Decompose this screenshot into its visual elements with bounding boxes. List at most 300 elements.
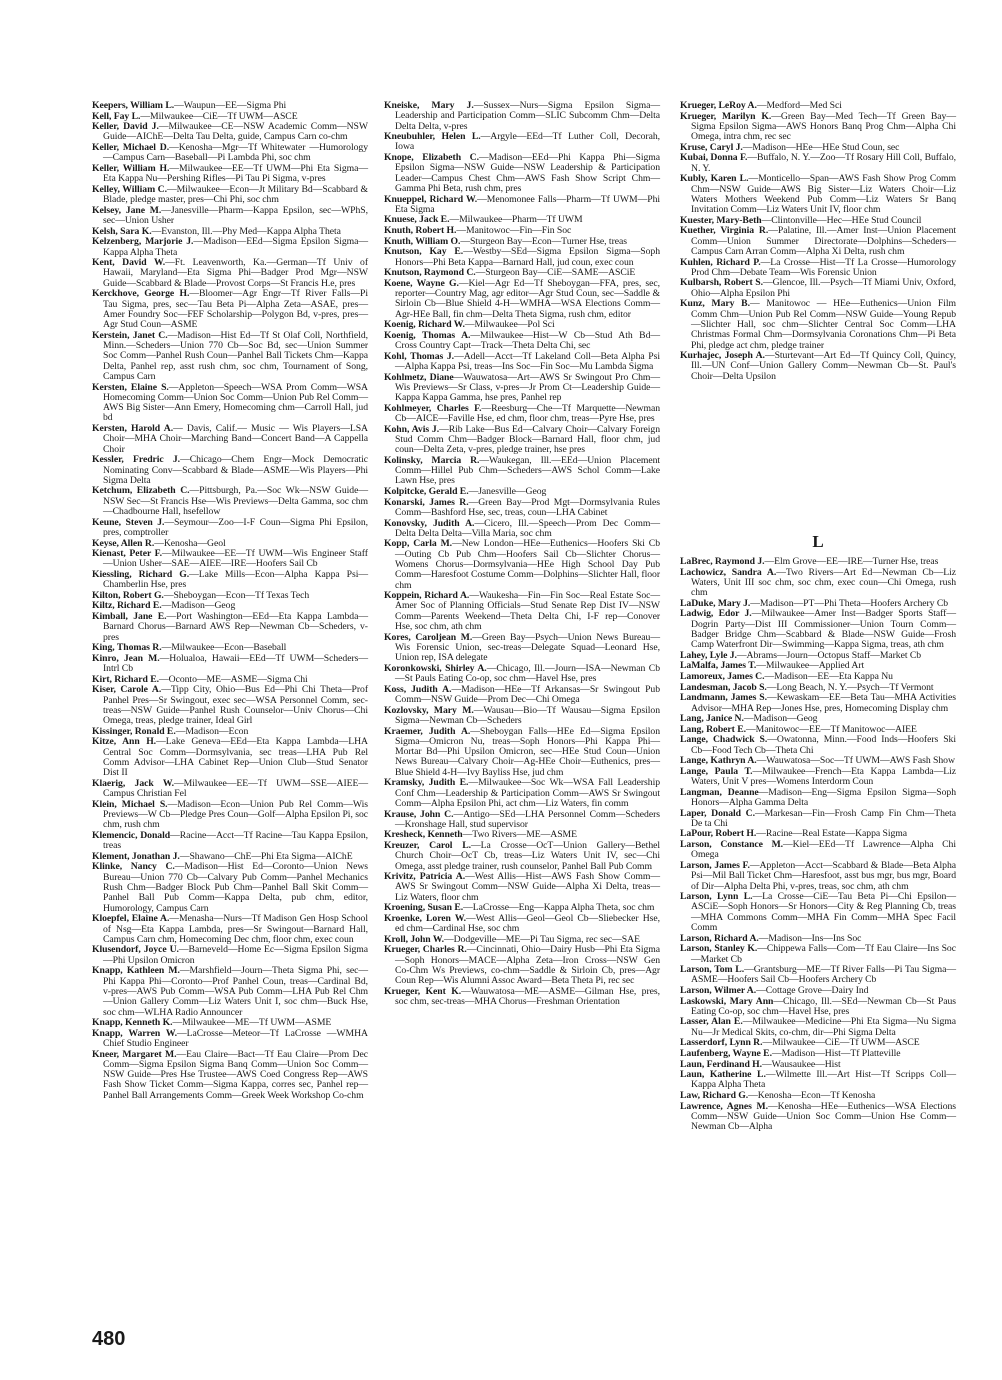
entry-details: —Kenosha—Mgr—Tf Whitewater —Humorology—Campus Carn—Baseball—Pi Lambda Phi, soc chm [103, 142, 368, 164]
directory-entry [92, 779, 368, 800]
entry-name: Kurhajec, Joseph A. [680, 350, 765, 362]
entry-name: Krueger, Marilyn K. [680, 110, 772, 122]
entry-name: Kuether, Virginia R. [680, 225, 769, 237]
entry-name: Lang, Robert E. [680, 723, 746, 735]
entry-name: Kuhlen, Richard P. [680, 256, 761, 268]
entry-name: Kilton, Robert G. [92, 589, 164, 601]
directory-entry [92, 237, 368, 258]
column-left [92, 101, 368, 1101]
entry-name: Kubai, Donna F. [680, 152, 748, 164]
entry-name: Larson, Richard A. [680, 932, 759, 944]
entry-name: Kolpitcke, Gerald E. [384, 486, 469, 498]
entry-details: —Madison—Geog [161, 600, 236, 612]
entry-name: Knuese, Jack E. [384, 214, 450, 226]
entry-details: —Port Washington—EEd—Eta Kappa Lambda—Barnard Chorus—Barnard AWS Rep—Newman Cb—Scheders, v-pres [103, 611, 368, 643]
entry-name: Kitze, Ann H. [92, 736, 157, 748]
entry-name: Knuth, William O. [384, 235, 461, 247]
entry-details: —Milwaukee—Amer Inst—Badger Sports Staff—Dogrin Party—Dist III Commissioner—Union Tourn Comm—Badger Bridge Chm—Scabbard & Blade—NSW Guide—Frosh Camp Waterfront Dir—Swimming—Kappa Sigma, treas, ath chm [691, 608, 956, 651]
entry-details: —Wausau—Bio—Tf Wausau—Sigma Epsilon Sigma—Newman Cb—Scheders [395, 704, 660, 726]
directory-entry [92, 289, 368, 330]
entry-name: Lawrence, Agnes M. [680, 1100, 768, 1112]
entry-name: Krivitz, Patricia A. [384, 871, 466, 883]
entry-details: —Wauwatosa—Art—AWS Sr Swingout Pro Chm—Wis Previews—Sr Class, v-pres—Jr Prom Ct—Leadership Guide—Kappa Kappa Gamma, hse pres, Panhel rep [395, 371, 660, 404]
entry-name: Kubly, Karen L. [680, 173, 749, 185]
directory-entry [680, 299, 956, 350]
entry-name: Laun, Katherine L. [680, 1069, 766, 1081]
entry-name: Knuth, Robert H. [384, 225, 457, 237]
entry-details: —Janesville—Geog [468, 486, 547, 498]
entry-details: —Milwaukee—Applied Art [756, 660, 865, 672]
entry-details: —Madison—EE—Eta Kappa Nu [764, 671, 893, 683]
directory-entry [384, 872, 660, 903]
directory-entry [680, 944, 956, 965]
directory-entry [680, 735, 956, 756]
entry-details: —Sheboygan Falls—HEe Ed—Sigma Epsilon Sigma—Omicron Nu, treas—Soph Honors—Phi Kappa Phi—Mortar Bd—Phi Upsilon Omicron, sec—HEe Stud Coun—Union News Bureau—Calvary Choir—Ag-HEe Choir—Euthenics, pres—Blue Shield 4-H—Ivy Bayliss Hse, jud chm [395, 725, 660, 778]
entry-name: Krueger, Kent K. [384, 985, 462, 997]
entry-details: —Chippewa Falls—Com—Tf Eau Claire—Ins Soc—Market Cb [691, 943, 956, 965]
entry-details: —Ft. Leavenworth, Ka.—German—Tf Univ of Hawaii, Maryland—Eta Sigma Phi—Badger Prod Mgr—NSW Guide—Scabbard & Blade—Provost Corps—St Francis H.e, pres [103, 257, 368, 289]
entry-name: Kessler, Fredric J. [92, 454, 181, 466]
entry-name: Kneubuhler, Helen L. [384, 131, 481, 143]
entry-details: —Milwaukee—Econ—Baseball [161, 642, 287, 654]
directory-entry [680, 568, 956, 599]
entry-details: —Milwaukee—EE—Tf UWM—SSE—AIEE—Campus Christian Fel [103, 777, 369, 800]
directory-entry [92, 486, 368, 517]
entry-name: Kulbarsh, Robert S. [680, 277, 763, 289]
directory-entry [92, 455, 368, 486]
entry-details: —Milwaukee—Hist—W Cb—Stud Ath Bd—Cross Country Capt—Track—Theta Delta Chi, sec [395, 329, 661, 352]
directory-entry [92, 1050, 368, 1101]
entry-name: Knope, Elizabeth C. [384, 152, 480, 164]
entry-name: Klusendorf, Joyce U. [92, 944, 179, 956]
entry-details: —Milwaukee—CiE—Tf UWM—ASCE [140, 110, 298, 122]
directory-entry [680, 1017, 956, 1038]
page-number: 480 [92, 1328, 126, 1350]
entry-name: Landmann, James S. [680, 692, 767, 704]
entry-details: —Madison—EEd—Phi Kappa Phi—Sigma Epsilon Sigma—NSW Guide—NSW Leadership & Participation Leader—Campus Chest Chm—AWS Fash Show Script Chm—Gamma Phi Beta, rush chm, pres [395, 152, 661, 194]
entry-name: Lang, Janice N. [680, 713, 744, 725]
directory-entry [680, 809, 956, 830]
entry-details: —Madison—Geog [743, 713, 818, 725]
directory-entry [384, 101, 660, 132]
entry-details: —Owatonna, Minn.—Food Inds—Hoofers Ski Cb—Food Tech Cb—Theta Chi [691, 734, 956, 756]
entry-name: Ketchum, Elizabeth C. [92, 485, 190, 497]
entry-details: —Palatine, Ill.—Amer Inst—Union Placement Comm—Union Summer Directorate—Dolphins—Scheders—Campus Carn Arran Comm—Alpha Xi Delta, rush chm [691, 225, 957, 257]
entry-details: —Sussex—Nurs—Sigma Epsilon Sigma—Leadership and Participation Comm—SLIC Subcomm Chm—Delta Delta Delta, v-pres [395, 100, 660, 132]
entry-details: —Abrams—Journ—Octopus Staff—Market Cb [736, 649, 922, 661]
directory-entry [92, 862, 368, 913]
entry-details: —Menomonee Falls—Pharm—Tf UWM—Phi Eta Sigma [395, 193, 660, 215]
directory-entry [384, 727, 660, 778]
entry-name: Kneer, Margaret M. [92, 1048, 177, 1060]
entry-name: Kiser, Carole A. [92, 684, 162, 696]
directory-entry [680, 351, 956, 382]
entry-details: —Milwaukee—French—Eta Kappa Lambda—Liz Waters, Unit V pres—Womens Interdorm Coun [691, 765, 957, 788]
entry-details: —Appleton—Acct—Scabbard & Blade—Beta Alpha Psi—Mil Ball Ticket Chm—Haresfoot, asst bus mgr, bus mgr, Board of Dir—Alpha Delta Phi, v-pres, treas, soc chm, ath chm [691, 859, 956, 892]
entry-details: — Manitowoc — HEe—Euthenics—Union Film Comm Chm—Union Pub Rel Comm—NSW Guide—Young Repub—Slichter Hall, soc chm—Slichter Central Soc Comm—LHA Christmas Formal Chm—Dormsylvania Coronations Chm—Pi Beta Phi, pledge act chm, pledge trainer [691, 298, 956, 351]
entry-name: Lamoreux, James C. [680, 671, 765, 683]
entry-name: Knutson, Kay E. [384, 246, 464, 258]
directory-entry [92, 1029, 368, 1050]
entry-name: Larson, Wilmer A. [680, 984, 757, 996]
entry-name: Kuester, Mary-Beth [680, 214, 762, 226]
directory-entry [92, 685, 368, 726]
directory-entry [680, 609, 956, 650]
entry-name: Kiltz, Richard E. [92, 600, 162, 612]
entry-details: —Eau Claire—Bact—Tf Eau Claire—Prom Dec Comm—Sigma Epsilon Sigma Banq Comm—Union Soc Comm—NSW Guide—Pres Hse Trustee—AWS Coed Congress Rep—AWS Fash Show Ticket Comm—Sigma Kappa, corres sec, Panhel rep—Panhel Ball Arrangements Comm—Greek Week Workshop Co-chm [103, 1048, 368, 1101]
directory-entry [680, 892, 956, 933]
directory-entry [384, 810, 660, 831]
entry-name: Langman, Deanne [680, 786, 759, 798]
directory-entry [92, 383, 368, 424]
entry-name: Kohn, Avis J. [384, 423, 440, 435]
entry-name: LaBrec, Raymond J. [680, 555, 765, 567]
entry-details: —Milwaukee—CE—NSW Academic Comm—NSW Guide—AIChE—Delta Tau Delta, guide, Campus Carn co-chm [103, 121, 368, 143]
directory-entry [384, 195, 660, 216]
entry-name: Kelsey, Jane M. [92, 204, 162, 216]
entry-details: —Kenosha—HEe—Euthenics—WSA Elections Comm—NSW Guide—Union Soc Comm—Union Hse Comm—Newman Cb—Alpha [691, 1100, 956, 1133]
directory-entry [680, 693, 956, 714]
directory-entry [680, 767, 956, 788]
entry-details: —Milwaukee—Econ—Jt Military Bd—Scabbard & Blade, pledge master, pres—Chi Phi, soc chm [103, 183, 368, 206]
directory-entry [384, 706, 660, 727]
entry-name: Larson, Constance M. [680, 839, 784, 851]
entry-details: —Monticello—Span—AWS Fash Show Prog Comm Chm—NSW Guide—AWS Big Sister—Liz Waters Choir—Liz Waters Mothers Weekend Pub Comm—Liz Waters Sr Banq Invitation Comm—Liz Waters Unit IV, floor chm [691, 173, 956, 216]
directory-entry [92, 549, 368, 570]
entry-details: —La Crosse—CiE—Tau Beta Pi—Chi Epsilon—ASCiE—Soph Honors—Sr Honors—City & Reg Planning Cb, treas—MHA Commons Comm—MHA Fin Comm—MHA Spec Facil Comm [691, 891, 956, 934]
entry-details: —New London—HEe—Euthenics—Hoofers Ski Cb—Outing Cb Pub Chm—Hoofers Sail Cb—Slichter Chorus—Womens Chorus—Dormsylvania—HEe High School Day Pub Comm—Haresfoot Costume Comm—Dolphins—Slichter Hall, floor chm [395, 538, 660, 591]
entry-name: Kohlmetz, Diane [384, 371, 454, 383]
entry-details: —Dodgeville—ME—Pi Tau Sigma, rec sec—SAE [443, 933, 640, 945]
entry-details: —Oconto—ME—ASME—Sigma Chi [159, 673, 308, 685]
entry-name: Koppein, Richard A. [384, 590, 470, 602]
entry-name: LaDuke, Mary J. [680, 597, 751, 609]
entry-name: Koronkowski, Shirley A. [384, 662, 487, 674]
directory-entry [680, 788, 956, 809]
directory-entry [384, 633, 660, 664]
directory-entry [680, 226, 956, 257]
entry-name: Kneiske, Mary J. [384, 100, 474, 111]
entry-name: Keller, William H. [92, 162, 170, 174]
entry-details: —Milwaukee—CiE—Tf UWM—ASCE [762, 1037, 920, 1049]
entry-details: —Holualoa, Hawaii—EEd—Tf UWM—Scheders—Intrl Cb [103, 652, 368, 675]
entry-name: Kozlovsky, Mary M. [384, 704, 474, 716]
entry-details: —Kewaskam—EE—Beta Tau—MHA Activities Advisor—MHA Rep—Jones Hse, pres, Homecoming Display chm [691, 692, 956, 714]
directory-entry [384, 778, 660, 809]
directory-entry [92, 185, 368, 206]
entry-details: —Manitowoc—EE—Tf Manitowoc—AIEE [746, 723, 917, 735]
entry-name: Kersten, Elaine S. [92, 381, 169, 393]
entry-name: Knapp, Warren W. [92, 1027, 178, 1039]
entry-details: — Davis, Calif.— Music — Wis Players—LSA Choir—MHA Choir—Marching Band—Concert Band—A Cappella Choir [103, 423, 368, 455]
entry-name: Krause, John C. [384, 808, 454, 820]
directory-entry [384, 914, 660, 935]
entry-details: —Shawano—ChE—Phi Eta Sigma—AIChE [179, 850, 353, 862]
directory-entry [384, 404, 660, 425]
entry-details: —Evanston, Ill.—Phy Med—Kappa Alpha Theta [151, 225, 341, 237]
entry-name: King, Thomas R. [92, 642, 162, 654]
entry-name: Kreuzer, Carol L. [384, 839, 471, 851]
entry-name: Krueger, LeRoy A. [680, 100, 757, 111]
entry-details: —Two Rivers—Art Ed—Newman Cb—Liz Waters, Unit III soc chm, soc chm, exec coun—Chi Omega, rush chm [691, 566, 956, 599]
entry-details: —Kenosha—Geol [154, 537, 226, 549]
directory-entry [384, 498, 660, 519]
entry-name: Krueger, Charles R. [384, 944, 467, 956]
entry-name: Koene, Wayne G. [384, 277, 459, 289]
entry-name: Larson, Lynn L. [680, 891, 753, 903]
entry-details: —Westby—SEd—Sigma Epsilon Sigma—Soph Honors—Phi Beta Kappa—Barnard Hall, jud coun, exec coun [395, 246, 660, 268]
directory-entry [384, 279, 660, 320]
directory-entry [680, 861, 956, 892]
entry-details: —Cincinnati, Ohio—Dairy Husb—Phi Eta Sigma—Soph Honors—MACE—Alpha Zeta—Iron Cross—NSW Gen Co-Chm Ws Previews, co-chm—Saddle & Sirloin Cb, pres—Agr Coun Rep—Wis Alumni Assoc Award—Beta Theta Pi, rec sec [395, 944, 660, 987]
entry-name: Laun, Ferdinand H. [680, 1058, 763, 1070]
entry-details: —Tipp City, Ohio—Bus Ed—Phi Chi Theta—Prof Panhel Pres—Sr Swingout, exec sec—WSA Personnel Comm, sec-treas—NSW Guide—Panhel Rush Counselor—Univ Chorus—Chi Omega, treas, pledge trainer, Ideal Girl [103, 684, 368, 727]
entry-name: Kissinger, Ronald E. [92, 725, 176, 737]
entry-name: Keller, Michael D. [92, 142, 170, 154]
entry-details: —Buffalo, N. Y.—Zoo—Tf Rosary Hill Coll, Buffalo, N. Y. [691, 152, 957, 174]
entry-details: —Menasha—Nurs—Tf Madison Gen Hosp School of Nsg—Eta Kappa Lambda, pres—Sr Swingout—Barnard Hall, Campus Carn chm, Homecoming Dec chm, floor chm, exec coun [103, 913, 368, 945]
directory-entry [680, 1102, 956, 1133]
directory-entry [384, 373, 660, 404]
entry-details: —Sturgeon Bay—Econ—Turner Hse, treas [460, 235, 627, 247]
directory-entry [680, 1070, 956, 1091]
entry-name: Law, Richard G. [680, 1090, 749, 1102]
entry-name: Kroening, Susan E. [384, 902, 464, 914]
entry-name: Keune, Steven J. [92, 516, 165, 528]
entry-details: —Chicago, Ill.—SEd—Newman Cb—St Paus Eating Co-op, soc chm—Havel Hse, pres [691, 995, 956, 1017]
entry-name: Kienast, Peter F. [92, 548, 162, 560]
entry-details: —LaCrosse—Meteor—Tf LaCrosse —WMHA Chief Studio Engineer [103, 1027, 368, 1049]
entry-details: —Barneveld—Home Ec—Sigma Epsilon Sigma—Phi Upsilon Omicron [103, 944, 368, 966]
directory-entry [92, 914, 368, 945]
directory-entry [92, 945, 368, 966]
entry-name: Kent, David W. [92, 257, 166, 269]
entry-name: Koenig, Thomas A. [384, 329, 471, 341]
entry-details: —Madison—Hist Ed—Tf St Olaf Coll, Northfield, Minn.—Scheders—Union 770 Cb—Soc Bd, sec—Union Summer Soc Comm—Panhel Rush Coun—Panhel Ball Tickets Chm—Kappa Delta, Panhel rep, asst rush chm, soc chm, Tournament of Song, Campus Carn [103, 329, 368, 382]
entry-name: Lasser, Alan E. [680, 1016, 743, 1028]
entry-name: Klinke, Nancy C. [92, 861, 175, 873]
entry-details: —Chicago—Chem Engr—Mock Democratic Nominating Conv—Scabbard & Blade—ASME—Wis Players—Phi Sigma Delta [103, 454, 368, 486]
entry-name: Kroll, John W. [384, 933, 444, 945]
entry-details: —Long Beach, N. Y.—Psych—Tf Vermont [766, 681, 934, 693]
entry-name: Kersten, Harold A. [92, 423, 174, 435]
directory-entry [680, 840, 956, 861]
entry-name: Knueppel, Richard W. [384, 193, 478, 205]
entry-details: —Milwaukee—Soc Wk—WSA Fall Leadership Conf Chm—Leadership & Participation Comm—AWS Sr Swingout Comm—Alpha Epsilon Phi, act chm—Liz Waters, fin comm [395, 777, 661, 809]
entry-name: Larson, Stanley K. [680, 943, 758, 955]
column-right-k-entries [680, 101, 956, 382]
entry-details: —Seymour—Zoo—I-F Coun—Sigma Phi Epsilon, pres, comptroller [103, 516, 369, 538]
entry-name: Kelley, William C. [92, 183, 167, 195]
directory-entry [384, 132, 660, 153]
entry-name: Kirt, Richard E. [92, 673, 160, 685]
directory-entry [680, 997, 956, 1018]
entry-name: Keyse, Allen R. [92, 537, 155, 549]
entry-details: —Waukesha—Fin—Fin Soc—Real Estate Soc—Amer Soc of Planning Officials—Stud Senate Rep Dist IV—NSW Comm—Parents Weekend—Theta Delta Chi, I-F rep—Conover Hse, soc chm, ath chm [395, 590, 661, 633]
section-letter-heading: L [812, 531, 824, 551]
entry-name: Kloepfel, Elaine A. [92, 913, 170, 925]
entry-details: —La Crosse—OcT—Union Gallery—Bethel Church Choir—OcT Cb, treas—Liz Waters Unit IV, sec—Chi Omega, asst pledge trainer, rush counselor, Panhel Ball Pub Comm [395, 839, 661, 872]
entry-details: —Madison—Hist—Tf Platteville [771, 1047, 901, 1059]
entry-name: Lahey, Lyle J. [680, 649, 737, 661]
entry-details: —Marshfield—Journ—Theta Sigma Phi, sec—Phi Kappa Phi—Coronto—Prof Panhel Coun, treas—Cardinal Bd, v-pres—AWS Pub Comm—WSA Pub Comm—LHA Pub Rel Chm—Union Gallery Comm—Liz Waters Unit I, soc chm—Buck Hse, soc chm—WLHA Radio Announcer [103, 965, 368, 1018]
directory-entry [384, 247, 660, 268]
entry-details: —Pittsburgh, Pa.—Soc Wk—NSW Guide—NSW Sec—St Francis Hse—Wis Previews—Delta Gamma, soc chm—Chadbourne Hall, hsefellow [103, 485, 368, 518]
entry-name: Kimball, Jane E. [92, 611, 167, 623]
entry-name: Larson, James F. [680, 859, 750, 871]
entry-name: Knapp, Kenneth K. [92, 1017, 173, 1029]
entry-name: Knutson, Raymond C. [384, 267, 476, 279]
directory-entry [92, 258, 368, 289]
entry-name: Kerstein, Janet C. [92, 329, 168, 341]
entry-details: —Kiel—Agr Ed—Tf Sheboygan—FFA, pres, sec, reporter—Country Mag, agr editor—Agr Stud Coun, sec—Saddle & Sirloin Cb—Blue Shield 4-H—WMHA—WSA Elections Comm—Agr-HEe Ball, fin chm—Delta Theta Sigma, rush chm, editor [395, 277, 660, 320]
entry-details: —Cottage Grove—Dairy Ind [756, 984, 869, 996]
directory-entry [384, 331, 660, 352]
entry-name: Kresheck, Kenneth [384, 829, 463, 841]
entry-details: —Madison—Econ—Union Pub Rel Comm—Wis Previews—W Cb—Pledge Pres Coun—Golf—Alpha Epsilon Pi, soc chm, rush chm [103, 798, 368, 831]
entry-name: Kruse, Caryl J. [680, 141, 743, 153]
entry-name: Knapp, Kathleen M. [92, 965, 180, 977]
entry-name: Kelzenberg, Marjorie J. [92, 236, 194, 248]
entry-details: —Racine—Acct—Tf Racine—Tau Kappa Epsilon, treas [103, 829, 368, 852]
entry-details: —Madison—HEe—Tf Arkansas—Sr Swingout Pub Comm—NSW Guide—Prom Dec—Chi Omega [395, 683, 660, 706]
entry-name: Laskowski, Mary Ann [680, 995, 774, 1007]
entry-details: —Kenosha—Econ—Tf Kenosha [748, 1090, 876, 1102]
entry-name: Laper, Donald C. [680, 807, 755, 819]
entry-details: —Waukegan, Ill.—EEd—Union Placement Comm—Hillel Pub Chm—Scheders—AWS Schol Comm—Lake Lawn Hse, pres [395, 454, 661, 487]
entry-details: —Milwaukee—EE—Tf UWM—Phi Eta Sigma—Eta Kappa Nu—Pershing Rifles—Pi Tau Pi Sigma, v-pres [103, 162, 368, 185]
entry-details: —Janesville—Pharm—Kappa Epsilon, sec—WPhS, sec—Union Usher [103, 204, 368, 227]
entry-details: —Milwaukee—Pol Sci [464, 319, 555, 331]
entry-details: —Appleton—Speech—WSA Prom Comm—WSA Homecoming Comm—Union Soc Comm—Union Pub Rel Comm—AWS Big Sister—Ann Emery, Homecoming chm—Carroll Hall, jud bd [103, 381, 368, 424]
entry-name: Kohlmeyer, Charles F. [384, 402, 482, 414]
entry-details: —Madison—Eng—Sigma Epsilon Sigma—Soph Honors—Alpha Gamma Delta [691, 786, 956, 808]
entry-details: —Wausaukee—Hist [762, 1058, 841, 1070]
entry-details: —Manitowoc—Fin—Fin Soc [456, 225, 572, 237]
entry-details: —Madison—Hist Ed—Coronto—Union News Bureau—Union 770 Cb—Calvary Pub Comm—Panhel Mechanics Rush Chm—Badger Block Pub Chm—Panhel Ball Skit Comm—Panhel Ball Pub Comm—Kappa Delta, pub chm, editor, Humorology, Campus Carn [103, 861, 368, 914]
entry-details: —Green Bay—Prod Mgt—Dormsylvania Rules Comm—Bashford Hse, sec, treas, coun—LHA Cabinet [395, 496, 660, 518]
directory-entry [92, 518, 368, 539]
entry-details: —Glencoe, Ill.—Psych—Tf Miami Univ, Oxford, Ohio—Alpha Epsilon Phi [691, 277, 956, 299]
directory-entry [92, 800, 368, 831]
entry-details: —Markesan—Fin—Frosh Camp Fin Chm—Theta De ta Chi [691, 807, 957, 829]
entry-details: —Madison—PT—Phi Theta—Hoofers Archery Cb [750, 597, 949, 609]
directory-entry [92, 143, 368, 164]
entry-details: —West Allis—Hist—AWS Fash Show Comm—AWS Sr Swingout Comm—NSW Guide—Alpha Xi Delta, treas—Liz Waters, floor chm [395, 871, 660, 903]
entry-details: —Rib Lake—Bus Ed—Calvary Choir—Calvary Foreign Stud Comm Chm—Badger Block—Barnard Hall, floor chm, jud coun—Delta Zeta, v-pres, pledge trainer, hse pres [395, 423, 660, 456]
entry-name: Kopp, Carla M. [384, 538, 453, 550]
entry-name: Kelsh, Sara K. [92, 225, 152, 237]
entry-details: —Madison—EEd—Sigma Epsilon Sigma—Kappa Alpha Theta [103, 236, 368, 258]
column-middle [384, 101, 660, 1008]
directory-entry [92, 654, 368, 675]
entry-name: Kramsky, Judith E. [384, 777, 469, 789]
directory-entry [92, 331, 368, 382]
entry-name: Koenig, Richard W. [384, 319, 465, 331]
entry-details: —Argyle—EEd—Tf Luther Coll, Decorah, Iowa [395, 131, 660, 153]
entry-name: Kiessling, Richard G. [92, 569, 190, 580]
directory-entry [384, 425, 660, 456]
entry-details: —Milwaukee—Medicine—Phi Eta Sigma—Nu Sigma Nu—Jr Medical Skits, co-chm, dir—Phi Sigma Delta [691, 1016, 956, 1038]
entry-details: —Adell—Acct—Tf Lakeland Coll—Beta Alpha Psi—Alpha Kappa Psi, treas—Ins Soc—Fin Soc—Mu Lambda Sigma [395, 350, 660, 372]
directory-entry [680, 153, 956, 174]
directory-entry [92, 570, 368, 591]
directory-entry [92, 831, 368, 852]
entry-name: Klement, Jonathan J. [92, 850, 180, 862]
entry-name: Keller, David J. [92, 121, 159, 133]
entry-details: —Wilmette Ill.—Art Hist—Tf Scripps Coll—Kappa Alpha Theta [691, 1069, 956, 1091]
entry-details: —Bloomer—Agr Engr—Tf River Falls—Pi Tau Sigma, pres, sec—Tau Beta Pi—Alpha Zeta—ASAE, pres—Amer Foundry Soc—FEF Scholarship—Polygon Bd, v-pres, pres—Agr Stud Coun—ASME [103, 288, 368, 331]
entry-details: —Cicero, Ill.—Speech—Prom Dec Comm—Delta Delta Delta—Villa Maria, soc chm [395, 517, 660, 539]
entry-details: —Waupun—EE—Sigma Phi [174, 100, 287, 111]
entry-name: Konovsky, Judith A. [384, 517, 475, 529]
entry-name: Laufenberg, Wayne E. [680, 1047, 772, 1059]
entry-name: Kolinsky, Marcia R. [384, 454, 480, 466]
entry-name: Keepers, William L. [92, 100, 175, 111]
directory-entry [384, 841, 660, 872]
directory-entry [92, 164, 368, 185]
entry-details: —Milwaukee—Pharm—Tf UWM [449, 214, 583, 226]
entry-name: Lange, Paula T. [680, 765, 753, 777]
entry-details: —Lake Geneva—EEd—Eta Kappa Lambda—LHA Central Soc Comm—Dormsylvania, sec treas—LHA Pub Rel Comm Advisor—LHA Cabinet Rep—Union Club—Stud Senator Dist II [103, 736, 368, 779]
entry-name: Kores, Caroljean M. [384, 631, 473, 643]
entry-name: Lasserdorf, Lynn R. [680, 1037, 763, 1049]
entry-name: Landesman, Jacob S. [680, 681, 767, 693]
entry-details: —Reesburg—Che—Tf Marquette—Newman Cb—AICE—Faville Hse, ed chm, floor chm, treas—Pyre Hse, pres [395, 402, 660, 425]
directory-entry [384, 987, 660, 1008]
entry-name: LaPour, Robert H. [680, 828, 757, 840]
entry-details: —Wauwatosa—ME—ASME—Gilman Hse, pres, soc chm, sec-treas—MHA Chorus—Freshman Orientation [395, 985, 660, 1008]
entry-details: —Madison—Econ [175, 725, 249, 737]
directory-entry [384, 591, 660, 632]
entry-details: —La Crosse—Hist—Tf La Crosse—Humorology Prod Chm—Debate Team—Wis Forensic Union [691, 256, 956, 278]
directory-entry [92, 612, 368, 643]
entry-details: —Lake Mills—Econ—Alpha Kappa Psi—Chamberlin Hse, pres [103, 569, 368, 591]
entry-details: —Sturgeon Bay—CiE—SAME—ASCiE [475, 267, 636, 279]
entry-details: —Grantsburg—ME—Tf River Falls—Pi Tau Sigma—ASME—Hoofers Sail Cb—Hoofers Archery Cb [691, 964, 956, 986]
directory-entry [680, 258, 956, 279]
directory-entry [384, 945, 660, 986]
entry-name: Larson, Tom L. [680, 964, 745, 976]
section-l-entries [680, 557, 956, 1133]
entry-name: Kerckhove, George H. [92, 288, 190, 300]
entry-name: Kraemer, Judith A. [384, 725, 471, 737]
directory-entry [92, 737, 368, 778]
entry-details: —Racine—Real Estate—Kappa Sigma [756, 828, 908, 840]
entry-name: Klaerig, Jack W. [92, 777, 174, 789]
entry-name: Kell, Fay L. [92, 110, 141, 122]
directory-entry [680, 965, 956, 986]
entry-name: Koss, Judith A. [384, 683, 452, 695]
entry-name: Ladwig, Edor J. [680, 608, 752, 620]
entry-details: —Kiel—EEd—Tf Lawrence—Alpha Chi Omega [691, 839, 956, 861]
entry-name: Lange, Kathryn A. [680, 755, 757, 767]
entry-details: —Sheboygan—Econ—Tf Texas Tech [163, 589, 310, 601]
entry-details: —Madison—Ins—Ins Soc [758, 932, 862, 944]
entry-name: Kinro, Jean M. [92, 652, 160, 664]
directory-entry [384, 352, 660, 373]
entry-details: —Sturtevant—Art Ed—Tf Quincy Coll, Quincy, Ill.—UN Conf—Union Gallery Comm—Newman Cb—St. Paul's Choir—Delta Upsilon [691, 350, 956, 382]
entry-name: Klemencic, Donald [92, 829, 171, 841]
entry-details: —Green Bay—Psych—Union News Bureau—Wis Forensic Union, sec-treas—Delegate Squad—Leonard Hse, Union rep, ISA delegate [395, 631, 660, 664]
entry-details: —Madison—HEe—HEe Stud Coun, sec [742, 141, 900, 153]
directory-entry [680, 174, 956, 215]
directory-entry [384, 664, 660, 685]
directory-entry [680, 278, 956, 299]
entry-details: —Green Bay—Med Tech—Tf Green Bay—Sigma Epsilon Sigma—AWS Honors Banq Prog Chm—Alpha Chi Omega, intra chm, rec sec [691, 110, 956, 143]
column-right [680, 101, 956, 1133]
entry-details: —Clintonville—Hec—HEe Stud Council [761, 214, 922, 226]
